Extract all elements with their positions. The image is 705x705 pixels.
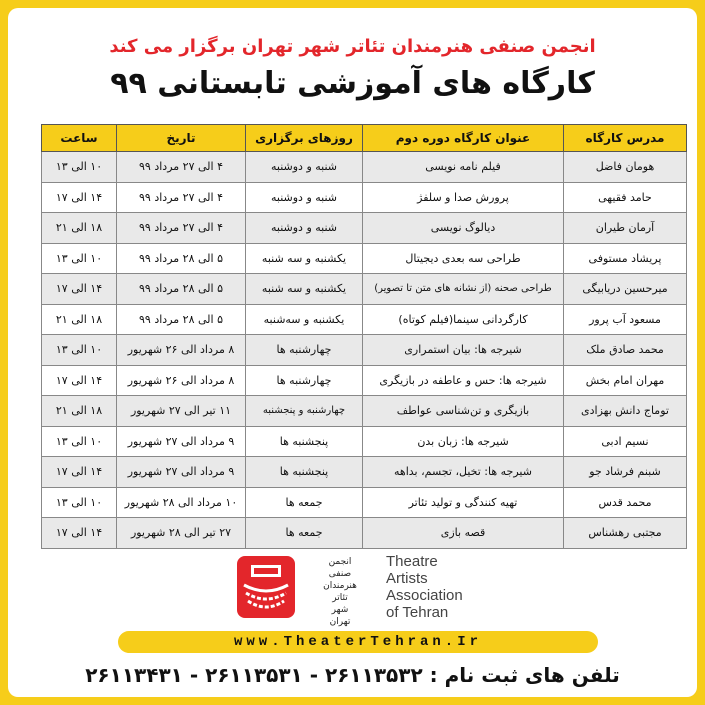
theatre-logo-icon xyxy=(236,555,296,619)
logo-fa-line: هنرمندان xyxy=(323,581,357,591)
cell-time: ۱۰ الی ۱۳ xyxy=(42,426,117,457)
cell-date: ۸ مرداد الی ۲۶ شهریور xyxy=(117,335,246,366)
cell-date: ۴ الی ۲۷ مرداد ۹۹ xyxy=(117,152,246,183)
cell-title: شیرجه ها: تخیل، تجسم، بداهه xyxy=(363,457,564,488)
cell-days: یکشنبه و سه شنبه xyxy=(246,274,363,305)
website-link[interactable]: www.TheaterTehran.Ir xyxy=(118,631,598,653)
cell-instructor: میرحسین دریابیگی xyxy=(564,274,687,305)
cell-instructor: پریشاد مستوفی xyxy=(564,243,687,274)
cell-days: شنبه و دوشنبه xyxy=(246,152,363,183)
table-row xyxy=(42,243,687,274)
cell-time: ۱۴ الی ۱۷ xyxy=(42,457,117,488)
cell-date: ۲۷ تیر الی ۲۸ شهریور xyxy=(117,518,246,549)
cell-instructor: آرمان طیران xyxy=(564,213,687,244)
poster-frame xyxy=(8,8,697,697)
cell-date: ۵ الی ۲۸ مرداد ۹۹ xyxy=(117,274,246,305)
cell-instructor: مجتبی رهشناس xyxy=(564,518,687,549)
cell-title: بازیگری و تن‌شناسی عواطف xyxy=(363,396,564,427)
cell-time: ۱۸ الی ۲۱ xyxy=(42,213,117,244)
cell-title: طراحی سه بعدی دیجیتال xyxy=(363,243,564,274)
cell-time: ۱۰ الی ۱۳ xyxy=(42,152,117,183)
cell-title: قصه بازی xyxy=(363,518,564,549)
cell-instructor: مسعود آب پرور xyxy=(564,304,687,335)
cell-instructor: شبنم فرشاد جو xyxy=(564,457,687,488)
logo-fa-line: تئاتر xyxy=(332,593,348,603)
cell-instructor: محمد صادق ملک xyxy=(564,335,687,366)
cell-title: فیلم نامه نویسی xyxy=(363,152,564,183)
table-row xyxy=(42,396,687,427)
cell-days: جمعه ها xyxy=(246,518,363,549)
phone-numbers: ۲۶۱۱۳۵۳۲ - ۲۶۱۱۳۵۳۱ - ۲۶۱۱۳۴۳۱ xyxy=(85,663,423,687)
logo-en-line: Artists xyxy=(386,570,428,587)
cell-time: ۱۴ الی ۱۷ xyxy=(42,274,117,305)
table-row xyxy=(42,426,687,457)
cell-title: دیالوگ نویسی xyxy=(363,213,564,244)
cell-days: یکشنبه و سه شنبه xyxy=(246,243,363,274)
poster-title: کارگاه های آموزشی تابستانی ۹۹ xyxy=(110,66,595,101)
cell-instructor: نسیم ادبی xyxy=(564,426,687,457)
organizer-subtitle: انجمن صنفی هنرمندان تئاتر شهر تهران برگزار می کند xyxy=(109,36,596,57)
logo-en-line: of Tehran xyxy=(386,604,449,621)
table-row xyxy=(42,365,687,396)
table-row xyxy=(42,274,687,305)
cell-title: شیرجه ها: حس و عاطفه در بازیگری xyxy=(363,365,564,396)
cell-date: ۵ الی ۲۸ مرداد ۹۹ xyxy=(117,304,246,335)
logo-fa-line: انجمن xyxy=(328,557,352,567)
cell-title: کارگردانی سینما(فیلم کوتاه) xyxy=(363,304,564,335)
logo-en-line: Association xyxy=(386,587,463,604)
cell-title: تهیه کنندگی و تولید تئاتر xyxy=(363,487,564,518)
cell-days: چهارشنبه ها xyxy=(246,335,363,366)
col-instructor: مدرس کارگاه xyxy=(564,125,687,152)
cell-time: ۱۴ الی ۱۷ xyxy=(42,182,117,213)
cell-date: ۵ الی ۲۸ مرداد ۹۹ xyxy=(117,243,246,274)
table-row xyxy=(42,304,687,335)
col-time: ساعت xyxy=(42,125,117,152)
logo-persian-text xyxy=(300,556,380,628)
table-row xyxy=(42,152,687,183)
cell-time: ۱۴ الی ۱۷ xyxy=(42,365,117,396)
table-row xyxy=(42,487,687,518)
cell-days: چهارشنبه و پنجشنبه xyxy=(246,396,363,427)
cell-time: ۱۰ الی ۱۳ xyxy=(42,335,117,366)
table-row xyxy=(42,213,687,244)
cell-date: ۴ الی ۲۷ مرداد ۹۹ xyxy=(117,213,246,244)
cell-title: شیرجه ها: زبان بدن xyxy=(363,426,564,457)
cell-days: پنجشنبه ها xyxy=(246,426,363,457)
logo-english-text xyxy=(386,553,506,621)
cell-title: طراحی صحنه (از نشانه های متن تا تصویر) xyxy=(363,274,564,305)
logo-fa-line: شهر xyxy=(331,605,349,615)
cell-days: چهارشنبه ها xyxy=(246,365,363,396)
table-row xyxy=(42,457,687,488)
workshop-schedule-table xyxy=(41,124,687,549)
col-date: تاریخ xyxy=(117,125,246,152)
cell-days: جمعه ها xyxy=(246,487,363,518)
cell-title: شیرجه ها: بیان استمراری xyxy=(363,335,564,366)
registration-phones xyxy=(8,663,697,687)
cell-days: شنبه و دوشنبه xyxy=(246,182,363,213)
cell-instructor: هومان فاضل xyxy=(564,152,687,183)
cell-date: ۹ مرداد الی ۲۷ شهریور xyxy=(117,426,246,457)
cell-date: ۸ مرداد الی ۲۶ شهریور xyxy=(117,365,246,396)
table-row xyxy=(42,518,687,549)
cell-instructor: توماج دانش بهزادی xyxy=(564,396,687,427)
table-row xyxy=(42,182,687,213)
phone-label: تلفن های ثبت نام : xyxy=(429,663,620,687)
logo-en-line: Theatre xyxy=(386,553,438,570)
cell-time: ۱۸ الی ۲۱ xyxy=(42,304,117,335)
cell-date: ۱۱ تیر الی ۲۷ شهریور xyxy=(117,396,246,427)
cell-title: پرورش صدا و سلفژ xyxy=(363,182,564,213)
cell-date: ۴ الی ۲۷ مرداد ۹۹ xyxy=(117,182,246,213)
cell-days: یکشنبه و سه‌شنبه xyxy=(246,304,363,335)
cell-date: ۹ مرداد الی ۲۷ شهریور xyxy=(117,457,246,488)
col-workshop-title: عنوان کارگاه دوره دوم xyxy=(363,125,564,152)
cell-date: ۱۰ مرداد الی ۲۸ شهریور xyxy=(117,487,246,518)
col-days: روزهای برگزاری xyxy=(246,125,363,152)
table-row xyxy=(42,335,687,366)
cell-instructor: محمد قدس xyxy=(564,487,687,518)
logo-fa-line: صنفی xyxy=(328,569,352,579)
cell-instructor: مهران امام بخش xyxy=(564,365,687,396)
cell-instructor: حامد فقیهی xyxy=(564,182,687,213)
cell-time: ۱۰ الی ۱۳ xyxy=(42,243,117,274)
cell-time: ۱۴ الی ۱۷ xyxy=(42,518,117,549)
table-header-row xyxy=(42,125,687,152)
cell-days: پنجشنبه ها xyxy=(246,457,363,488)
cell-days: شنبه و دوشنبه xyxy=(246,213,363,244)
cell-time: ۱۸ الی ۲۱ xyxy=(42,396,117,427)
logo-fa-line: تهران xyxy=(329,617,351,627)
cell-time: ۱۰ الی ۱۳ xyxy=(42,487,117,518)
